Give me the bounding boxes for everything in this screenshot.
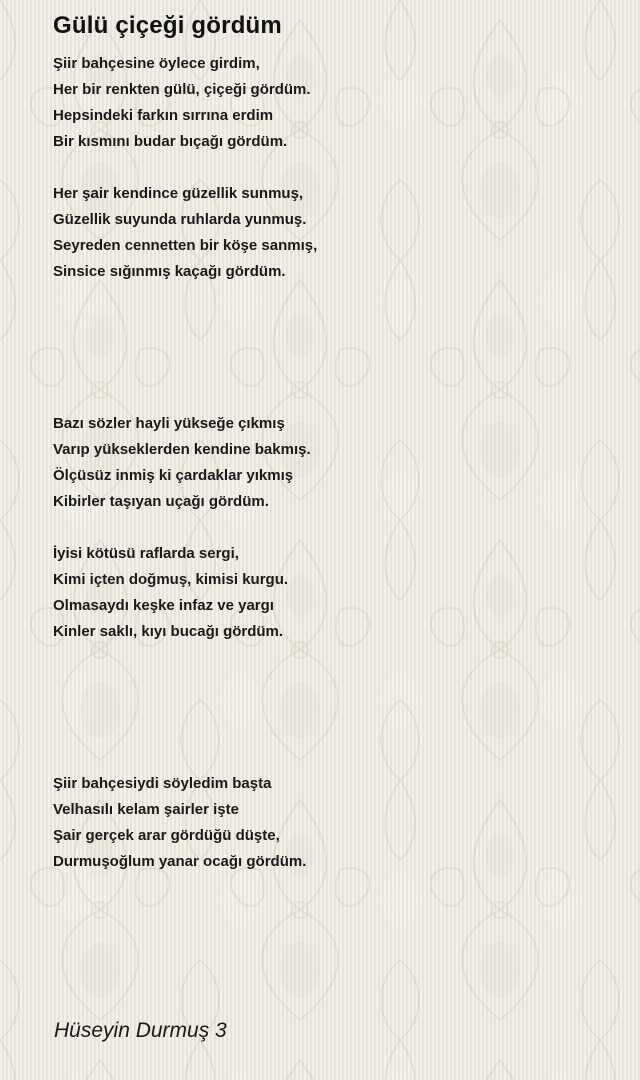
poem-line: Durmuşoğlum yanar ocağı gördüm.	[53, 853, 307, 870]
poem-line: Kibirler taşıyan uçağı gördüm.	[53, 493, 269, 510]
poem-line: Bir kısmını budar bıçağı gördüm.	[53, 133, 288, 150]
stanza-1	[53, 51, 311, 155]
poem-title: Gülü çiçeği gördüm	[53, 12, 282, 39]
poem-line: Velhasılı kelam şairler işte	[53, 801, 239, 818]
poem-line: İyisi kötüsü raflarda sergi,	[53, 545, 239, 562]
stanza-4	[53, 541, 288, 645]
poem-line: Her şair kendince güzellik sunmuş,	[53, 185, 304, 202]
stanza-2	[53, 181, 317, 285]
poem-author: Hüseyin Durmuş 3	[54, 1019, 227, 1042]
stanza-5	[53, 771, 306, 875]
stanza-3	[53, 411, 311, 515]
poem-line: Her bir renkten gülü, çiçeği gördüm.	[53, 81, 311, 98]
poem-line: Olmasaydı keşke infaz ve yargı	[53, 597, 274, 614]
poem-line: Şiir bahçesiydi söyledim başta	[53, 775, 272, 792]
poem-line: Sinsice sığınmış kaçağı gördüm.	[53, 263, 286, 280]
poem-line: Şair gerçek arar gördüğü düşte,	[53, 827, 280, 844]
poem-line: Kimi içten doğmuş, kimisi kurgu.	[53, 571, 289, 588]
poem-line: Kinler saklı, kıyı bucağı gördüm.	[53, 623, 284, 640]
poem-line: Güzellik suyunda ruhlarda yunmuş.	[53, 211, 307, 228]
poem-line: Ölçüsüz inmiş ki çardaklar yıkmış	[53, 467, 294, 484]
poem-line: Bazı sözler hayli yükseğe çıkmış	[53, 415, 285, 432]
poem-line: Seyreden cennetten bir köşe sanmış,	[53, 237, 318, 254]
poem-line: Şiir bahçesine öylece girdim,	[53, 55, 260, 72]
poem-line: Varıp yükseklerden kendine bakmış.	[53, 441, 311, 458]
poem-line: Hepsindeki farkın sırrına erdim	[53, 107, 274, 124]
